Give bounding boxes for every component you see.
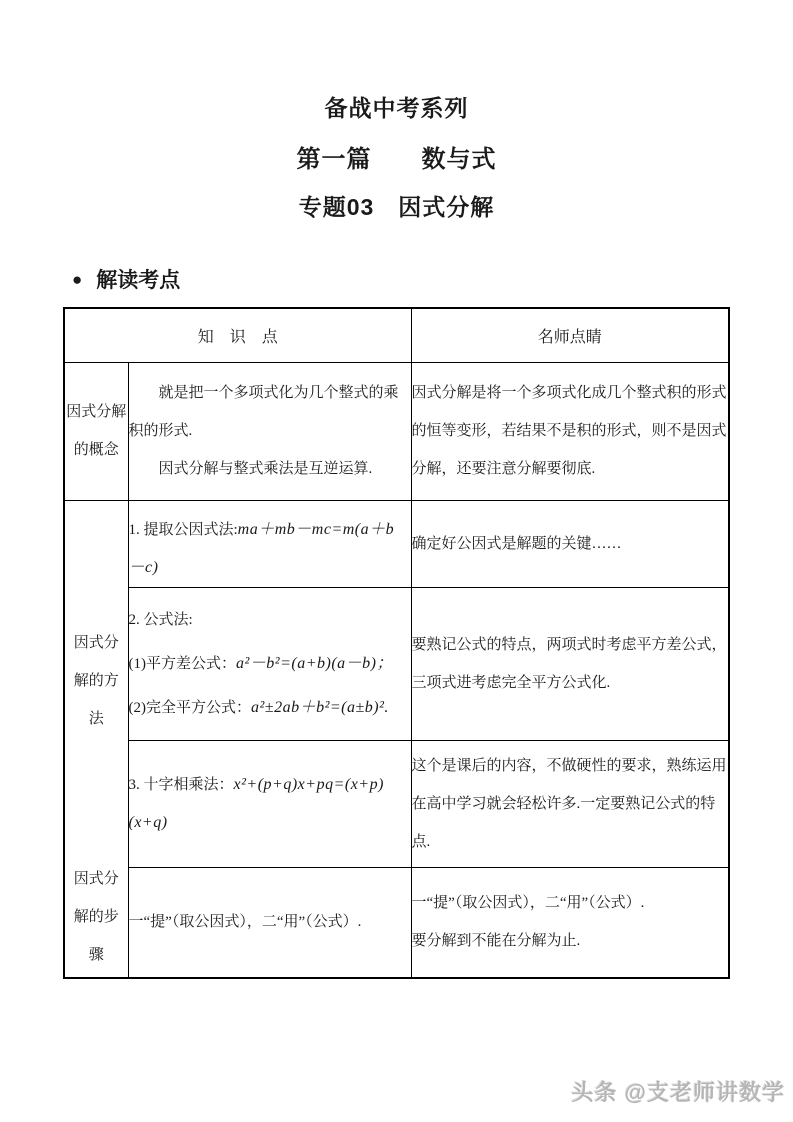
method2-item1-formula: a²－b²=(a+b)(a－b)； — [236, 654, 394, 672]
steps-label: 因式分解的步骤 — [73, 870, 119, 963]
table-row-method1 — [64, 500, 729, 587]
steps-tip-line1: 一“提”（取公因式），二“用”（公式）. — [411, 895, 645, 912]
method2-tip-cell — [411, 587, 729, 740]
concept-tip-cell — [411, 362, 729, 500]
steps-tip-cell — [411, 867, 729, 978]
method2-item1 — [129, 642, 411, 686]
method2-tip-text: 要熟记公式的特点，两项式时考虑平方差公式，三项式进考虑完全平方公式化. — [411, 636, 727, 691]
method3-line — [129, 766, 411, 842]
header-cell-tips: 名师点睛 — [411, 308, 729, 362]
concept-label: 因式分解的概念 — [64, 362, 128, 500]
steps-tip-line2: 要分解到不能在分解为止. — [411, 933, 581, 950]
topic-title: 专题03 因式分解 — [298, 194, 495, 220]
method3-tip-text: 这个是课后的内容，不做硬性的要求，熟练运用在高中学习就会轻松许多.一定要熟记公式的特点. — [411, 757, 727, 850]
section-heading — [72, 264, 793, 294]
bullet-icon: ● — [72, 269, 83, 289]
table-row-method2 — [64, 587, 729, 740]
steps-knowledge-text: 一“提”（取公因式），二“用”（公式）. — [128, 914, 362, 931]
method3-knowledge-cell — [128, 740, 411, 867]
table-row-concept — [64, 362, 729, 500]
method2-item2-label: (2)完全平方公式： — [128, 699, 251, 716]
method2-item2-formula: a²±2ab＋b²=(a±b)². — [251, 698, 389, 716]
methods-steps-label-wrap — [65, 501, 128, 978]
table-row-method3 — [64, 740, 729, 867]
method1-formula: ma＋mb－mc=m(a＋b－c) — [128, 520, 395, 576]
header-cell-knowledge: 知 识 点 — [64, 308, 411, 362]
method2-item2 — [129, 686, 411, 730]
steps-knowledge-cell — [128, 867, 411, 978]
section-heading-text: 解读考点 — [96, 269, 181, 292]
method1-line — [129, 511, 411, 587]
concept-paragraph-2: 因式分解与整式乘法是互逆运算. — [158, 461, 373, 477]
method1-tip-cell — [411, 500, 729, 587]
concept-paragraph-1: 就是把一个多项式化为几个整式的乘积的形式. — [128, 385, 399, 439]
table-header-row — [64, 308, 729, 362]
methods-steps-label-cell — [64, 500, 128, 978]
method1-tip-text: 确定好公因式是解题的关键…… — [411, 535, 622, 552]
concept-tip-text: 因式分解是将一个多项式化成几个整式积的形式的恒等变形，若结果不是积的形式，则不是因式分解，还要注意分解要彻底. — [411, 385, 727, 477]
watermark: 头条 @支老师讲数学 — [571, 1080, 785, 1105]
method1-knowledge-cell — [128, 500, 411, 587]
method2-item1-label: (1)平方差公式： — [128, 655, 236, 672]
method2-knowledge-cell — [128, 587, 411, 740]
method3-name: 3. 十字相乘法： — [128, 776, 234, 793]
knowledge-points-table — [63, 307, 730, 979]
series-title: 备战中考系列 — [324, 95, 469, 121]
concept-knowledge-cell — [128, 362, 411, 500]
table-row-steps — [64, 867, 729, 978]
method1-name: 1. 提取公因式法: — [128, 521, 238, 538]
method2-name: 2. 公式法: — [128, 611, 193, 628]
part-title: 第一篇 数与式 — [296, 146, 497, 173]
method3-tip-cell — [411, 740, 729, 867]
method3-formula: x²+(p+q)x+pq=(x+p)(x+q) — [128, 775, 384, 831]
methods-label: 因式分解的方法 — [73, 635, 119, 727]
